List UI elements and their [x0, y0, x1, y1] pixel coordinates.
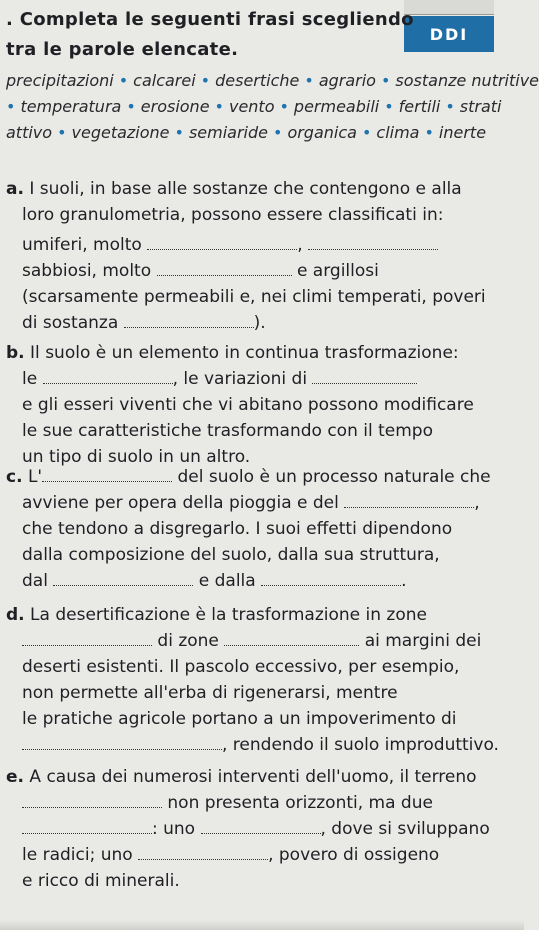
section-e — [6, 764, 521, 894]
bullet-icon: • — [174, 123, 184, 142]
bullet-icon: • — [57, 123, 67, 142]
sentence: , dove si sviluppano — [320, 819, 490, 839]
sentence: , — [474, 493, 480, 513]
bullet-icon: • — [424, 123, 434, 142]
answer-blank[interactable] — [53, 569, 193, 586]
sentence: le pratiche agricole portano a un impoverimento di — [22, 709, 457, 729]
word: fertili — [398, 97, 441, 116]
sentence: . — [401, 571, 407, 591]
sentence: le sue caratteristiche trasformando con il tempo — [22, 421, 433, 441]
sentence: non permette all'erba di rigenerarsi, mentre — [22, 683, 398, 703]
answer-blank[interactable] — [157, 259, 292, 276]
sentence: deserti esistenti. Il pascolo eccessivo, per esempio, — [22, 657, 460, 677]
sentence: che tendono a disgregarlo. I suoi effetti dipendono — [22, 519, 453, 539]
exercise-title-cont: tra le parole elencate. — [6, 39, 239, 60]
section-letter: b. — [6, 343, 25, 363]
answer-blank[interactable] — [42, 465, 172, 482]
sentence: , — [297, 235, 303, 255]
sentence: dal — [22, 571, 48, 591]
word-bank-line-2 — [6, 94, 518, 120]
sentence: e dalla — [198, 571, 256, 591]
bullet-icon: • — [361, 123, 372, 142]
bullet-icon: • — [445, 97, 455, 116]
section-b — [6, 340, 521, 470]
answer-blank[interactable] — [224, 629, 359, 646]
exercise-title: . Completa le seguenti frasi scegliendo — [6, 9, 414, 30]
word-bank-line-1 — [6, 68, 539, 94]
sentence: e gli esseri viventi che vi abitano possono modificare — [22, 395, 474, 415]
sentence: avviene per opera della pioggia e del — [22, 493, 339, 513]
bullet-icon: • — [273, 123, 283, 142]
sentence: ). — [253, 313, 266, 333]
answer-blank[interactable] — [308, 233, 438, 250]
sentence: L' — [27, 467, 43, 487]
sentence: le — [22, 369, 38, 389]
bullet-icon: • — [380, 71, 391, 90]
answer-blank[interactable] — [22, 733, 222, 750]
sentence: , le variazioni di — [172, 369, 308, 389]
sentence: loro granulometria, possono essere classificati in: — [22, 205, 444, 225]
word: clima — [376, 123, 420, 142]
bullet-icon: • — [126, 97, 136, 116]
sentence: di zone — [157, 631, 219, 651]
answer-blank[interactable] — [261, 569, 401, 586]
word: erosione — [140, 97, 210, 116]
bullet-icon: • — [6, 97, 16, 116]
sentence: di sostanza — [22, 313, 119, 333]
sentence: non presenta orizzonti, ma due — [167, 793, 433, 813]
word: organica — [287, 123, 357, 142]
section-a — [6, 176, 521, 336]
sentence: , rendendo il suolo improduttivo. — [222, 735, 499, 755]
word: permeabili — [293, 97, 380, 116]
sentence: e ricco di minerali. — [22, 871, 180, 891]
sentence: I suoli, in base alle sostanze che contengono e alla — [29, 179, 462, 199]
answer-blank[interactable] — [22, 629, 152, 646]
word: desertiche — [215, 71, 300, 90]
sentence: Il suolo è un elemento in continua trasformazione: — [30, 343, 459, 363]
bullet-icon: • — [118, 71, 129, 90]
word: inerte — [438, 123, 487, 142]
section-letter: c. — [6, 467, 23, 487]
word: vento — [228, 97, 275, 116]
answer-blank[interactable] — [22, 791, 162, 808]
bullet-icon: • — [279, 97, 289, 116]
word: strati — [459, 97, 502, 116]
bullet-icon: • — [304, 71, 314, 90]
answer-blank[interactable] — [344, 491, 474, 508]
ddi-badge: DDI — [404, 16, 494, 52]
bullet-icon: • — [384, 97, 394, 116]
bullet-icon: • — [214, 97, 224, 116]
answer-blank[interactable] — [43, 367, 173, 384]
section-c — [6, 464, 521, 594]
page-bottom-edge — [0, 920, 524, 930]
sentence: , povero di ossigeno — [268, 845, 440, 865]
answer-blank[interactable] — [147, 233, 297, 250]
word-bank — [6, 68, 539, 146]
sentence: un tipo di suolo in un altro. — [22, 447, 251, 467]
section-letter: e. — [6, 767, 24, 787]
sentence: dalla composizione del suolo, dalla sua struttura, — [22, 545, 440, 565]
sentence: : uno — [152, 819, 196, 839]
section-letter: a. — [6, 179, 24, 199]
sentence: e argillosi — [296, 261, 379, 281]
word: precipitazioni — [6, 71, 114, 90]
answer-blank[interactable] — [22, 817, 152, 834]
word: temperatura — [20, 97, 122, 116]
exercise-header — [6, 8, 516, 62]
word: agrario — [318, 71, 376, 90]
answer-blank[interactable] — [201, 817, 321, 834]
answer-blank[interactable] — [124, 311, 254, 328]
sentence: (scarsamente permeabili e, nei climi temperati, poveri — [22, 287, 486, 307]
sentence: umiferi, molto — [22, 235, 142, 255]
bullet-icon: • — [200, 71, 211, 90]
word-bank-line-3 — [6, 120, 518, 146]
sentence: ai margini dei — [364, 631, 482, 651]
section-letter: d. — [6, 605, 25, 625]
word: calcarei — [133, 71, 196, 90]
answer-blank[interactable] — [312, 367, 417, 384]
section-d — [6, 602, 521, 758]
sentence: A causa dei numerosi interventi dell'uomo, il terreno — [29, 767, 477, 787]
answer-blank[interactable] — [138, 843, 268, 860]
word: attivo — [6, 123, 53, 142]
sentence: del suolo è un processo naturale che — [177, 467, 491, 487]
word: sostanze nutritive — [395, 71, 539, 90]
sentence: le radici; uno — [22, 845, 133, 865]
word: semiaride — [188, 123, 268, 142]
sentence: La desertificazione è la trasformazione in zone — [30, 605, 427, 625]
sentence: sabbiosi, molto — [22, 261, 152, 281]
word: vegetazione — [71, 123, 170, 142]
